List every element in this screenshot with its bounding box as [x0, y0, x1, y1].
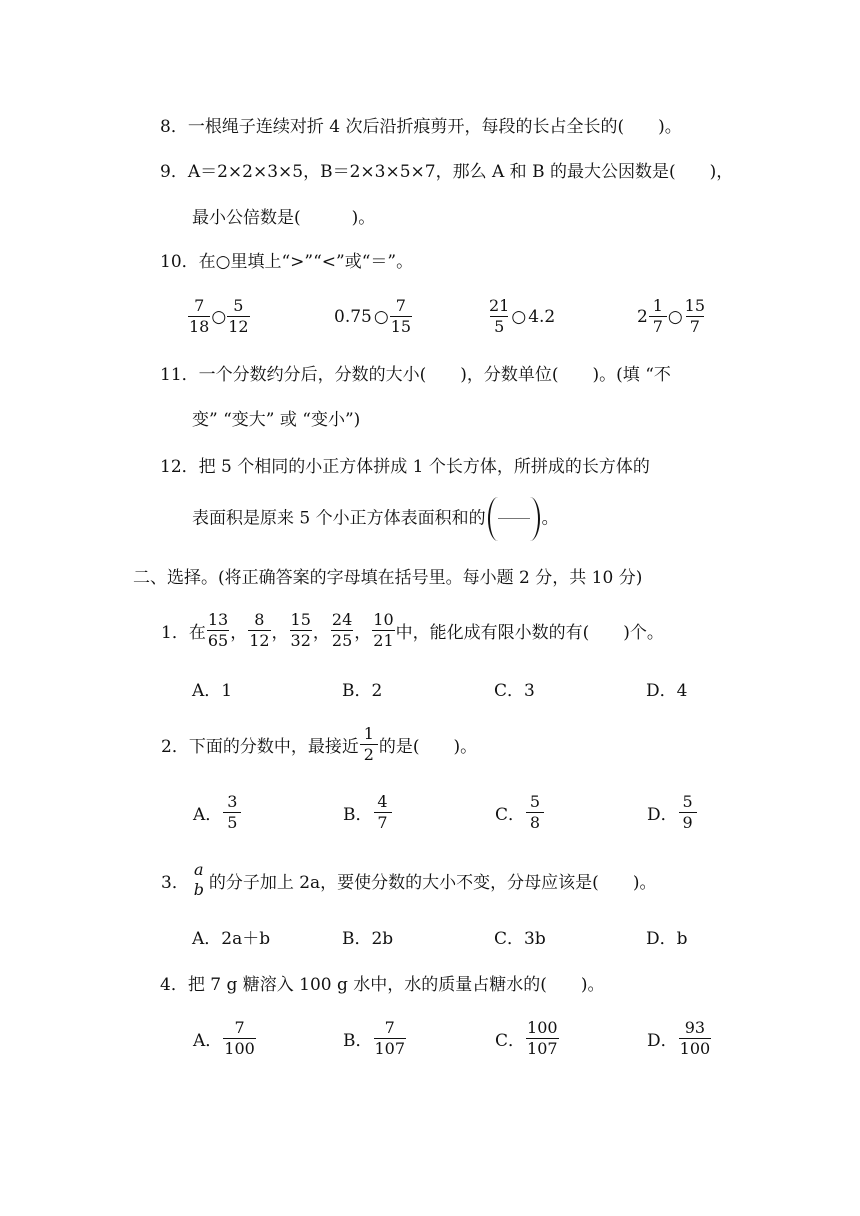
option-b[interactable]: B． $\frac{4}{7}$: [342, 792, 392, 833]
q12-text: 表面积是原来 5 个小正方体表面积和的: [192, 508, 486, 529]
option-b[interactable]: B．2: [342, 681, 383, 701]
q10-item-a: [188, 296, 250, 337]
separator: ，: [312, 623, 330, 643]
question-11-line1: 11．一个分数约分后，分数的大小( )，分数单位( )。(填 “不: [160, 365, 671, 385]
fraction: $\frac{1}{7}$: [649, 296, 667, 337]
option-a[interactable]: A．1: [192, 681, 233, 701]
option-c[interactable]: C． $\frac{100}{107}$: [495, 1018, 558, 1058]
q-text: 2．下面的分数中，最接近: [161, 737, 359, 757]
question-12-line1: 12．把 5 个相同的小正方体拼成 1 个长方体，所拼成的长方体的: [160, 457, 650, 477]
question-10: 10．在○里填上“>”“<”或“＝”。: [160, 252, 414, 272]
question-9-line2: 最小公倍数是( )。: [192, 208, 376, 228]
fraction: $\frac{7}{18}$: [189, 296, 210, 336]
fraction: $\frac{21}{5}$: [489, 296, 510, 336]
question-12-line2: [192, 497, 559, 541]
fraction: $\frac{8}{12}$: [249, 610, 270, 650]
option-d[interactable]: D．b: [646, 929, 688, 949]
option-a[interactable]: A． $\frac{7}{100}$: [193, 1018, 255, 1058]
fraction: $\frac{10}{21}$: [373, 610, 394, 650]
q10-item-d: [636, 296, 706, 337]
fraction: $\frac{15}{7}$: [684, 296, 706, 336]
compare-circle[interactable]: ○: [667, 306, 683, 327]
option-b[interactable]: B．2b: [342, 929, 394, 949]
choice-question-2: [160, 724, 478, 765]
fraction: $\frac{5}{12}$: [228, 296, 249, 336]
fraction-answer-bracket[interactable]: [488, 497, 540, 541]
fraction: $\frac{1}{2}$: [360, 724, 378, 765]
whole-number: 2: [637, 306, 648, 327]
q-text: 3．: [161, 872, 189, 893]
q-text: 的是( )。: [378, 737, 478, 757]
q10-item-b: [333, 296, 412, 337]
decimal-value: 4.2: [528, 306, 556, 327]
q-text: 中，能化成有限小数的有( )个。: [395, 623, 664, 643]
option-d[interactable]: D． $\frac{93}{100}$: [647, 1018, 711, 1058]
fraction: $\frac{15}{32}$: [290, 610, 311, 650]
option-c[interactable]: C．3b: [494, 929, 546, 949]
question-9-line1: 9．A＝2×2×3×5，B＝2×3×5×7，那么 A 和 B 的最大公因数是( )，: [160, 162, 734, 182]
section-2-heading: 二、选择。(将正确答案的字母填在括号里。每小题 2 分，共 10 分): [133, 568, 643, 588]
q12-period: 。: [541, 508, 559, 529]
option-c[interactable]: C．3: [494, 681, 535, 701]
compare-circle[interactable]: ○: [511, 306, 527, 327]
option-d[interactable]: D． $\frac{5}{9}$: [646, 792, 697, 833]
compare-circle[interactable]: ○: [211, 306, 227, 327]
fraction: a b: [193, 860, 204, 899]
separator: ，: [230, 623, 248, 643]
option-a[interactable]: A．2a＋b: [192, 929, 271, 949]
fraction: $\frac{13}{65}$: [207, 610, 229, 650]
option-d[interactable]: D．4: [646, 681, 688, 701]
compare-circle[interactable]: ○: [373, 306, 389, 327]
q-text: 的分子加上 2a，要使分数的大小不变，分母应该是( )。: [208, 872, 657, 893]
fraction: $\frac{24}{25}$: [331, 610, 353, 650]
option-a[interactable]: A． $\frac{3}{5}$: [192, 792, 241, 833]
option-c[interactable]: C． $\frac{5}{8}$: [494, 792, 544, 833]
separator: ，: [271, 623, 289, 643]
decimal-value: 0.75: [334, 306, 372, 327]
question-8: 8．一根绳子连续对折 4 次后沿折痕剪开，每段的长占全长的( )。: [160, 117, 682, 137]
question-11-line2: 变” “变大” 或 “变小”): [192, 410, 361, 430]
option-b[interactable]: B． $\frac{7}{107}$: [343, 1018, 406, 1058]
q10-item-c: [488, 296, 556, 337]
fraction: $\frac{7}{15}$: [390, 296, 412, 336]
choice-question-4: 4．把 7 g 糖溶入 100 g 水中，水的质量占糖水的( )。: [160, 975, 605, 995]
separator: ，: [354, 623, 372, 643]
choice-question-1: [160, 610, 665, 651]
q-text: 1．在: [161, 623, 206, 643]
choice-question-3: [160, 860, 657, 900]
